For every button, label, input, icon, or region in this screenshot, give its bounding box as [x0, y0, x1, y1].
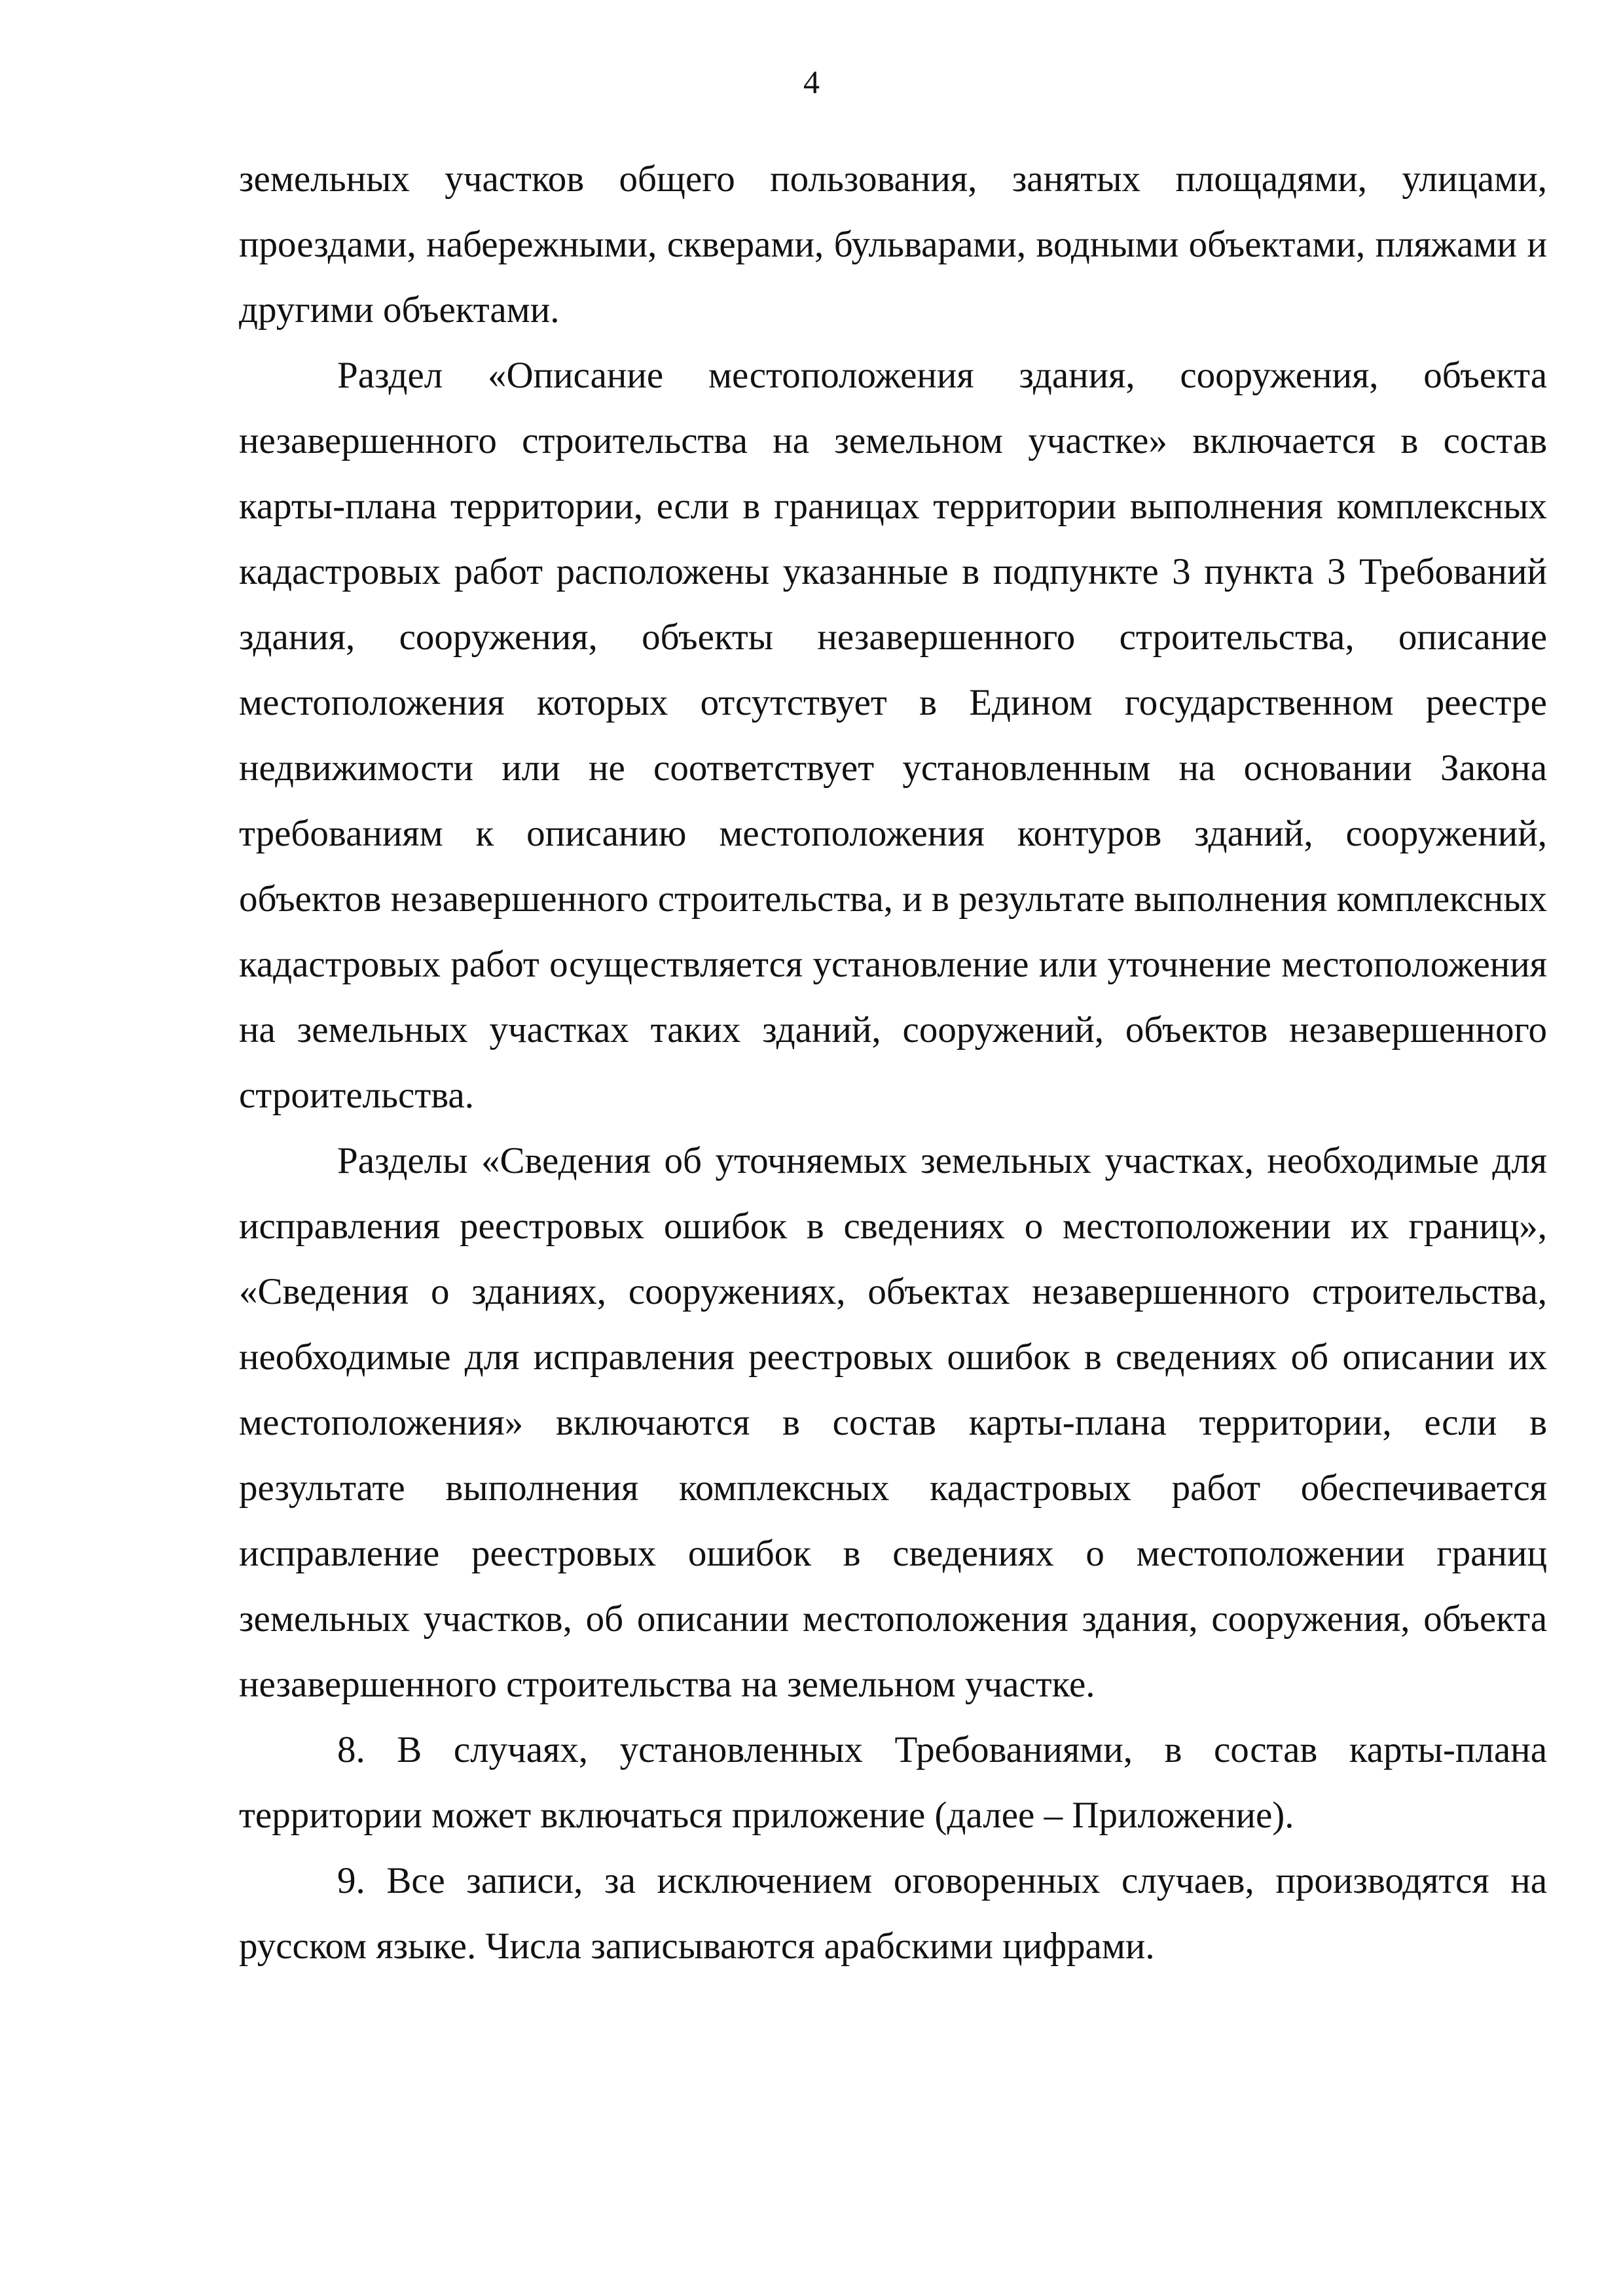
paragraph-registry-errors-sections: Разделы «Сведения об уточняемых земельных участках, необходимые для исправления реестровых ошибок в сведениях о местоположении их границ», «Сведения о зданиях, сооружениях, объектах незавершенного строительства, необходимые для исправления реестровых ошибок в сведениях об описании их местоположения» включаются в состав карты-плана территории, если в результате выполнения комплексных кадастровых работ обеспечивается исправление реестровых ошибок в сведениях о местоположении границ земельных участков, об описании местоположения здания, сооружения, объекта незавершенного строительства на земельном участке. — [239, 1140, 1547, 1705]
document-body — [239, 147, 1547, 1979]
page-number: 4 — [803, 63, 820, 100]
paragraph-item-8: 8. В случаях, установленных Требованиями, в состав карты-плана территории может включаться приложение (далее – Приложение). — [239, 1729, 1547, 1836]
paragraph-item-9: 9. Все записи, за исключением оговоренных случаев, производятся на русском языке. Числа записываются арабскими цифрами. — [239, 1860, 1547, 1967]
paragraph-continuation: земельных участков общего пользования, занятых площадями, улицами, проездами, набережными, скверами, бульварами, водными объектами, пляжами и другими объектами. — [239, 158, 1547, 331]
paragraph-location-section: Раздел «Описание местоположения здания, сооружения, объекта незавершенного строительства на земельном участке» включается в состав карты-плана территории, если в границах территории выполнения комплексных кадастровых работ расположены указанные в подпункте 3 пункта 3 Требований здания, сооружения, объекты незавершенного строительства, описание местоположения которых отсутствует в Едином государственном реестре недвижимости или не соответствует установленным на основании Закона требованиям к описанию местоположения контуров зданий, сооружений, объектов незавершенного строительства, и в результате выполнения комплексных кадастровых работ осуществляется установление или уточнение местоположения на земельных участках таких зданий, сооружений, объектов незавершенного строительства. — [239, 355, 1547, 1116]
